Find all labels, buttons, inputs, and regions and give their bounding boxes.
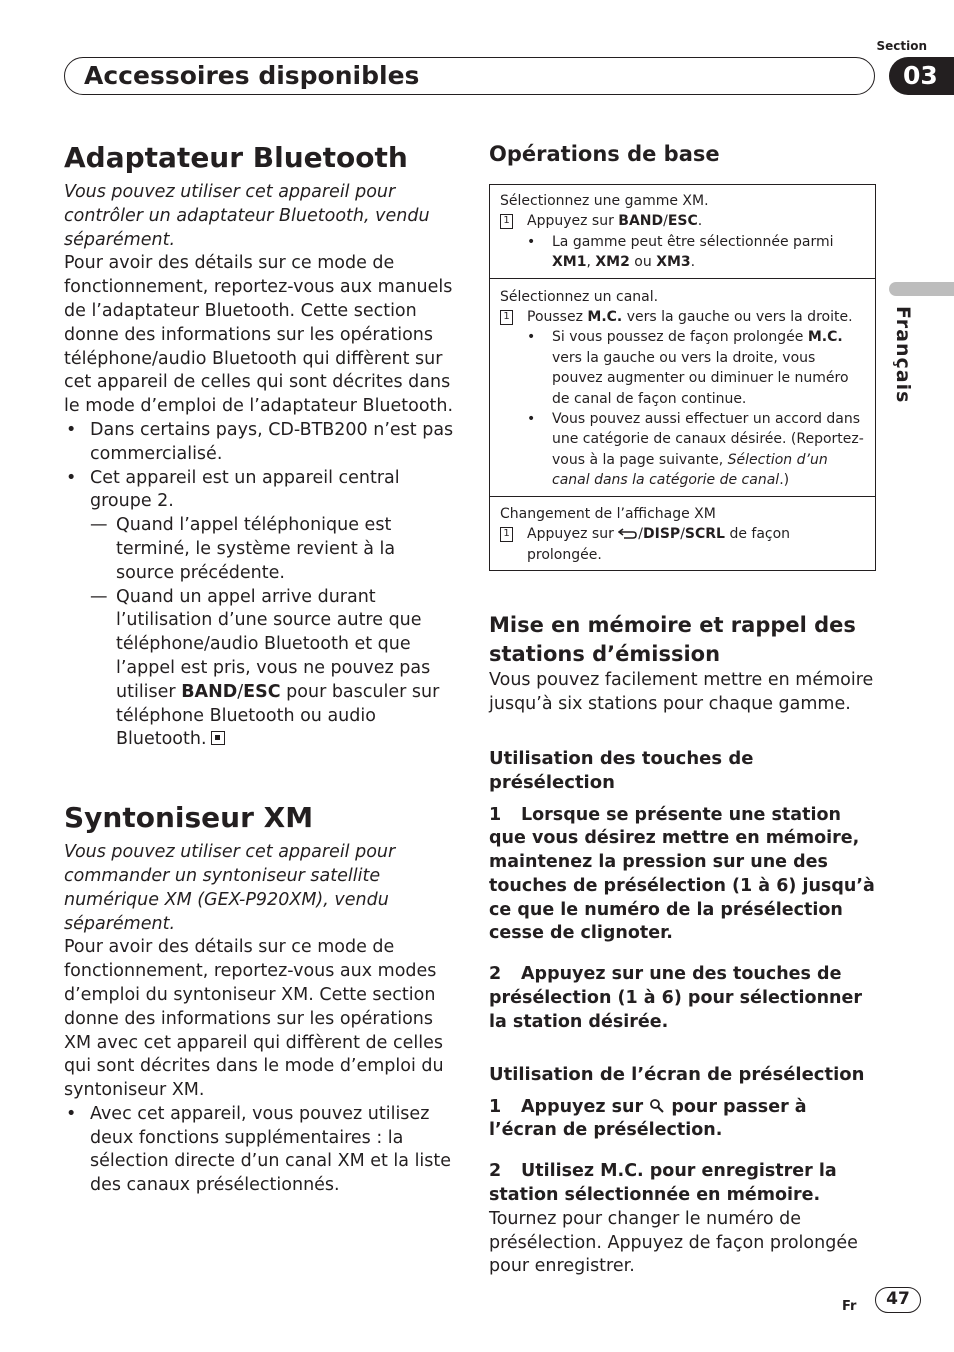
bullet-end: .): [779, 472, 790, 489]
operations-row-band: [490, 185, 875, 278]
esc-key: ESC: [667, 213, 698, 230]
row-display-step: [500, 524, 865, 565]
xm-bullet-1: • Avec cet appareil, vous pouvez utilisez deux fonctions supplémentaires : la sélection directe d’un canal XM et la liste des canaux présélectionnés.: [64, 1103, 454, 1198]
bullet-text: La gamme peut être sélectionnée parmi: [552, 233, 834, 250]
preset-screen-step-1: [489, 1096, 877, 1144]
bullet-text: vers la gauche ou vers la droite, vous pouvez augmenter ou diminuer le numéro de canal de façon continue.: [552, 349, 849, 407]
step-text: Appuyez sur: [527, 526, 614, 543]
step-number-icon: 1: [500, 310, 513, 325]
page-title: Accessoires disponibles: [84, 61, 420, 90]
period: .: [697, 213, 703, 230]
row-display-step-text: [527, 524, 865, 565]
bluetooth-intro-italic: Vous pouvez utiliser cet appareil pour contrôler un adaptateur Bluetooth, vendu séparément.: [64, 182, 430, 250]
step-number-icon: 1: [500, 214, 513, 229]
step-text: Utilisez M.C. pour enregistrer la station sélectionnée en mémoire.: [489, 1161, 837, 1206]
slash: /: [663, 213, 668, 230]
esc-key: ESC: [243, 681, 281, 702]
bluetooth-heading: Adaptateur Bluetooth: [64, 141, 408, 174]
step-text: pour passer à l’écran de présélection.: [489, 1096, 807, 1141]
preset-keys-step-2: [489, 963, 877, 1034]
xm-bullets: [64, 1103, 454, 1198]
bullet-text: Vous pouvez aussi effectuer un accord dans une catégorie de canaux désirée. (Reportez-vous à la page suivante,: [552, 411, 864, 468]
period: .: [690, 254, 696, 271]
band-key: BAND: [618, 213, 664, 230]
step-number: 2: [489, 964, 502, 985]
preset-screen-subheading: Utilisation de l’écran de présélection: [489, 1063, 865, 1085]
row-channel-bullet-1: [500, 327, 865, 409]
or-text: ou: [634, 254, 652, 271]
cross-reference: Sélection d’un canal dans la catégorie de canal: [552, 451, 828, 489]
xm1-label: XM1: [552, 254, 587, 271]
xm3-label: XM3: [656, 254, 691, 271]
slash: /: [680, 526, 685, 543]
mc-key: M.C.: [807, 329, 843, 346]
search-icon: [649, 1098, 665, 1114]
return-icon: [618, 527, 638, 539]
row-channel-title: Sélectionnez un canal.: [500, 288, 659, 305]
preset-keys-subheading: Utilisation des touches de présélection: [489, 747, 754, 793]
memory-intro: Vous pouvez facilement mettre en mémoire jusqu’à six stations pour chaque gamme.: [489, 669, 874, 714]
step-text: vers la gauche ou vers la droite.: [626, 309, 853, 326]
row-display-title: Changement de l’affichage XM: [500, 505, 716, 522]
row-channel-step-text: [527, 307, 853, 327]
step-text: Appuyez sur une des touches de présélection (1 à 6) pour sélectionner la station désirée.: [489, 964, 862, 1032]
bluetooth-bullets: [64, 419, 454, 752]
language-tab-label: Français: [892, 306, 914, 404]
bluetooth-dash-1: [64, 514, 454, 585]
operations-row-channel: [490, 278, 875, 496]
disp-key: DISP: [643, 526, 681, 543]
dash-glyph: —: [90, 515, 108, 536]
xm-intro-italic: Vous pouvez utiliser cet appareil pour commander un syntoniseur satellite numérique XM (GEX-P920XM), vendu séparément.: [64, 842, 396, 934]
bullet-text: Si vous poussez de façon prolongée: [552, 329, 804, 346]
preset-keys-step-1: [489, 804, 877, 947]
row-channel-bullet-2: [500, 409, 865, 491]
step-number: 2: [489, 1161, 502, 1182]
bluetooth-dash-2: [64, 586, 454, 753]
end-of-section-icon: [211, 731, 225, 745]
row-band-title: Sélectionnez une gamme XM.: [500, 193, 709, 209]
language-tab-marker: [889, 282, 954, 296]
step-number: 1: [489, 1096, 502, 1117]
scrl-key: SCRL: [684, 526, 725, 543]
section-label: Section: [876, 39, 927, 53]
slash: /: [638, 526, 644, 543]
operations-row-display: [490, 496, 875, 570]
step-text: Appuyez sur: [521, 1096, 644, 1117]
operations-heading: Opérations de base: [489, 142, 720, 166]
bluetooth-bullet-2: • Cet appareil est un appareil central groupe 2.: [64, 467, 454, 515]
step-number-icon: 1: [500, 527, 513, 542]
comma: ,: [586, 254, 591, 271]
right-column: [489, 140, 877, 1279]
section-number-badge: 03: [889, 57, 954, 95]
row-band-bullet: [500, 232, 865, 273]
step-text: de façon prolongée.: [527, 526, 791, 563]
preset-screen-step-2-detail: Tournez pour changer le numéro de présélection. Appuyez de façon prolongée pour enregistrer.: [489, 1208, 858, 1277]
dash-glyph: —: [90, 586, 108, 607]
xm-intro: Pour avoir des détails sur ce mode de fonctionnement, reportez-vous aux modes d’emploi du syntoniseur XM. Cette section donne des informations sur les opérations XM avec cet appareil qui diffèrent de celles qui sont décrites dans le mode d’emploi du syntoniseur XM.: [64, 937, 444, 1101]
footer-language: Fr: [842, 1299, 857, 1314]
dash-2-text-b: pour basculer sur téléphone Bluetooth ou audio Bluetooth.: [116, 681, 440, 750]
memory-heading: Mise en mémoire et rappel des stations d’émission: [489, 612, 856, 666]
row-channel-step: [500, 307, 865, 327]
bluetooth-bullet-1: • Dans certains pays, CD-BTB200 n’est pas commercialisé.: [64, 419, 454, 467]
mc-key: M.C.: [587, 309, 623, 326]
xm-heading: Syntoniseur XM: [64, 801, 314, 835]
step-number: 1: [489, 804, 502, 825]
dash-2-text-a: Quand un appel arrive durant l’utilisation d’une source autre que téléphone/audio Bluetooth et que l’appel est pris, vous ne pouvez pas utiliser: [116, 586, 431, 702]
left-column: [64, 140, 454, 1198]
row-band-step-text: [527, 211, 702, 231]
slash: /: [237, 681, 244, 702]
step-text: Appuyez sur: [527, 213, 614, 230]
dash-1-text: Quand l’appel téléphonique est terminé, le système revient à la source précédente.: [116, 515, 396, 583]
row-band-step: [500, 211, 865, 231]
operations-table: [489, 184, 876, 571]
step-text: Lorsque se présente une station que vous désirez mettre en mémoire, maintenez la pression sur une des touches de présélection (1 à 6) jusqu’à ce que le numéro de la présélection cesse de clignoter.: [489, 804, 875, 944]
band-key: BAND: [181, 681, 238, 702]
preset-screen-step-2: [489, 1160, 877, 1208]
page-number: 47: [875, 1287, 921, 1313]
step-text: Poussez: [527, 309, 583, 326]
xm2-label: XM2: [595, 254, 630, 271]
bluetooth-intro: Pour avoir des détails sur ce mode de fonctionnement, reportez-vous aux manuels de l’adaptateur Bluetooth. Cette section donne des informations sur les opérations téléphone/audio Bluetooth qui diffèrent sur cet appareil de celles qui sont décrites dans le mode d’emploi de l’adaptateur Bluetooth.: [64, 253, 454, 417]
